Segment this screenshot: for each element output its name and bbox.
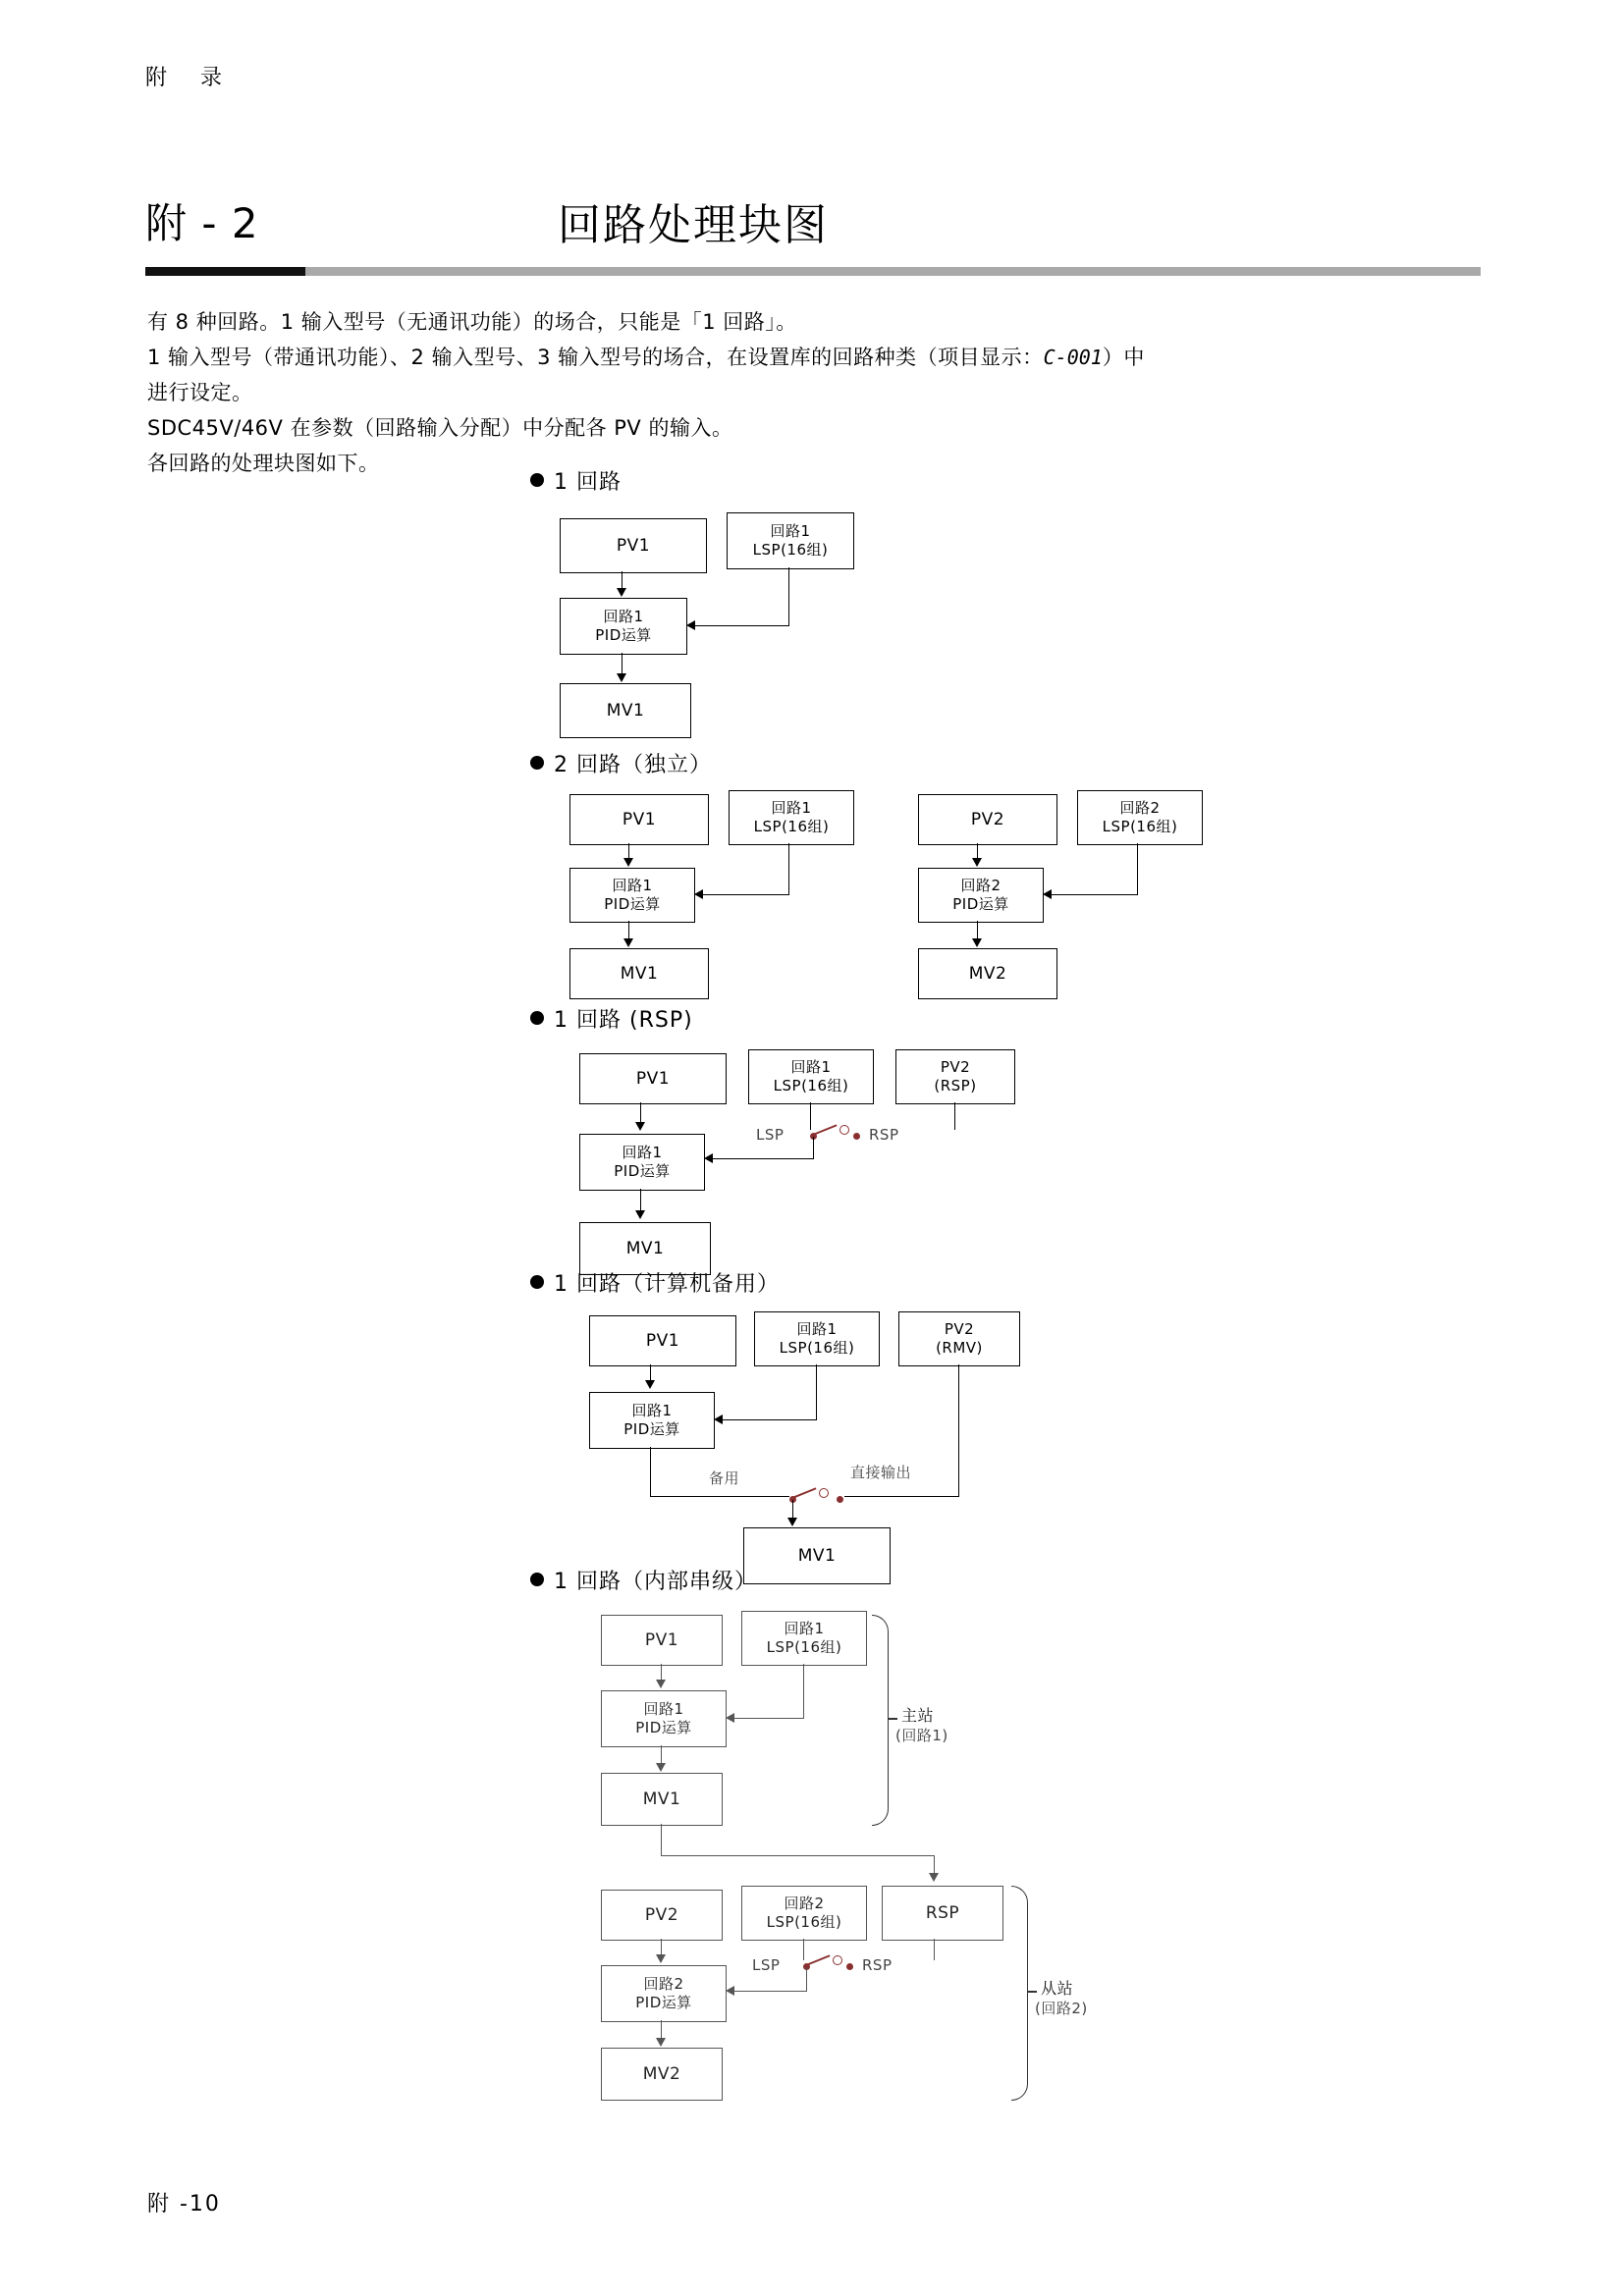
connector-pid-to-mv1-s1 (622, 653, 623, 674)
intro-line-4: SDC45V/46V 在参数（回路输入分配）中分配各 PV 的输入。 (147, 416, 733, 440)
block-label-line2: PID运算 (614, 1162, 671, 1180)
block-label: PV1 (644, 1629, 679, 1650)
block-label: MV1 (642, 1789, 681, 1809)
block-label-line1: 回路2 (643, 1975, 684, 1993)
block-label: PV2 (970, 809, 1005, 829)
intro-line-2 (147, 340, 1502, 375)
intro-text (147, 304, 1502, 481)
block-label-line1: 回路1 (784, 1620, 825, 1637)
section-title-row (145, 191, 1481, 260)
label-slave-station: 从站 (1041, 1979, 1074, 1998)
block-label-line1: 回路2 (960, 877, 1001, 894)
page-footer-label: 附 -10 (147, 2192, 221, 2216)
block-loop1-lsp-s5 (741, 1611, 867, 1666)
bullet-dot-icon (530, 1011, 544, 1025)
block-rsp-s5 (882, 1886, 1003, 1941)
block-label-line2: (RSP) (934, 1077, 977, 1095)
block-pv1-s2 (569, 794, 709, 845)
block-label: PV1 (645, 1330, 680, 1351)
connector-lsp-to-pid-s5 (734, 1718, 804, 1719)
block-label-line2: (RMV) (936, 1339, 983, 1357)
block-label: MV1 (797, 1545, 837, 1566)
arrow-down-icon (645, 1380, 655, 1389)
block-loop1-pid-s1 (560, 598, 687, 655)
switch-lever-icon (806, 1954, 831, 1966)
block-loop1-pid-s2 (569, 868, 695, 923)
section-heading-1-loop-computer-backup-label: 1 回路（计算机备用） (554, 1272, 780, 1297)
switch-terminal-right-icon (837, 1496, 843, 1503)
block-loop1-lsp-s2 (729, 790, 854, 845)
block-label-line2: PID运算 (623, 1420, 680, 1438)
arrow-down-icon (635, 1122, 645, 1131)
intro-line-2-a: 1 输入型号（带通讯功能）、2 输入型号、3 输入型号的场合，在设置库的回路种类（项目显示： (147, 346, 1044, 369)
block-loop2-pid-s5 (601, 1965, 727, 2022)
arrow-down-icon (617, 588, 626, 597)
block-loop1-pid-s5 (601, 1690, 727, 1747)
arrow-left-icon (686, 620, 695, 630)
connector-pid-to-mv1-s5 (661, 1745, 662, 1763)
connector-into-rsp-s5 (934, 1855, 935, 1873)
block-label-line2: LSP(16组) (752, 541, 829, 559)
connector-lsp-to-pid-s2 (703, 894, 789, 895)
block-pv2-rmv-s4 (898, 1311, 1020, 1366)
switch-terminal-right-icon (853, 1133, 860, 1140)
block-pv1-s3 (579, 1053, 727, 1104)
connector-lsp-down-s5 (803, 1664, 804, 1718)
arrow-down-icon (929, 1873, 939, 1882)
section-heading-1-loop (530, 465, 622, 496)
block-mv1-s5 (601, 1773, 723, 1826)
block-label-line2: LSP(16组) (1102, 818, 1178, 835)
block-pv2-s2 (918, 794, 1057, 845)
block-label-line2: LSP(16组) (773, 1077, 849, 1095)
intro-code-value: C-001 (1043, 346, 1103, 369)
block-label-line1: 回路1 (643, 1700, 684, 1718)
label-direct-output-s4: 直接输出 (850, 1464, 912, 1481)
arrow-down-icon (656, 1763, 666, 1772)
block-label-line2: PID运算 (595, 626, 652, 644)
connector-lsp-down-s4 (816, 1364, 817, 1419)
block-label-line1: 回路1 (771, 799, 812, 817)
label-rsp-s3: RSP (869, 1126, 899, 1144)
connector-pid2-to-mv2-s5 (661, 2020, 662, 2038)
block-pv1-s5 (601, 1615, 723, 1666)
block-label-line2: LSP(16组) (753, 818, 830, 835)
block-label: MV2 (642, 2063, 681, 2084)
block-label-line1: 回路1 (770, 522, 811, 540)
lsp-rsp-selector-switch[interactable] (810, 1121, 863, 1147)
block-mv1-s1 (560, 683, 691, 738)
section-heading-1-loop-internal-cascade-label: 1 回路（内部串级） (554, 1570, 757, 1594)
connector-lsp-down-s1 (788, 567, 789, 626)
arrow-down-icon (623, 858, 633, 867)
label-lsp-s3: LSP (756, 1126, 785, 1144)
label-slave-loop: (回路2) (1035, 2000, 1088, 2017)
arrow-down-icon (656, 2038, 666, 2047)
arrow-down-icon (656, 1680, 666, 1688)
connector-rsp-down-s5 (934, 1939, 935, 1960)
arrow-left-icon (714, 1415, 723, 1424)
block-pv2-s5 (601, 1890, 723, 1941)
bullet-dot-icon (530, 1275, 544, 1289)
block-label-line2: PID运算 (635, 1994, 692, 2011)
block-mv1-s2 (569, 948, 709, 999)
block-loop1-pid-s3 (579, 1134, 705, 1191)
block-label-line1: 回路1 (790, 1058, 832, 1076)
switch-pivot-icon (833, 1955, 842, 1965)
block-label-line1: PV2 (944, 1320, 975, 1338)
block-label-line1: 回路1 (631, 1402, 673, 1419)
block-label-line1: 回路1 (603, 608, 644, 625)
arrow-down-icon (656, 1954, 666, 1963)
block-label: MV1 (625, 1238, 665, 1258)
block-label-line1: 回路1 (612, 877, 653, 894)
connector-pv1-to-pid-s3 (640, 1102, 641, 1122)
block-loop1-lsp-s4 (754, 1311, 880, 1366)
block-label: PV1 (635, 1068, 671, 1089)
connector-switch-to-pid2-s5 (734, 1991, 807, 1992)
block-label: PV1 (616, 535, 651, 556)
connector-mv1-down-s5 (661, 1824, 662, 1855)
block-mv2-s2 (918, 948, 1057, 999)
connector-rmv-to-switch-s4 (844, 1496, 959, 1497)
block-loop1-lsp-s3 (748, 1049, 874, 1104)
connector-pv1-to-pid-s5 (661, 1664, 662, 1680)
section-number: 附 - 2 (145, 199, 259, 247)
connector-pv1-to-pid-s2 (628, 843, 629, 859)
section-heading-2-loop-label: 2 回路（独立） (554, 753, 712, 777)
block-label-line1: 回路2 (784, 1895, 825, 1912)
label-master-loop: (回路1) (895, 1727, 948, 1744)
connector-mv1-to-rsp-s5 (661, 1855, 934, 1856)
slave-lsp-rsp-selector-switch[interactable] (803, 1951, 856, 1977)
block-label: MV1 (620, 963, 659, 984)
bullet-dot-icon (530, 756, 544, 770)
block-label: RSP (925, 1902, 960, 1923)
connector-switch-down-s3 (813, 1137, 814, 1158)
label-rsp-s5: RSP (862, 1956, 893, 1974)
section-heading-1-loop-internal-cascade (530, 1565, 757, 1595)
section-heading-1-loop-label: 1 回路 (554, 470, 622, 495)
slave-brace-tip (1027, 1991, 1037, 1993)
connector-lsp-to-pid-s1 (695, 625, 789, 626)
connector-rsp-down-s3 (954, 1102, 955, 1130)
arrow-down-icon (623, 938, 633, 947)
intro-line-3: 进行设定。 (147, 381, 253, 404)
block-pv2-rsp-s3 (895, 1049, 1015, 1104)
block-label-line1: 回路1 (796, 1320, 838, 1338)
connector-lsp2-to-pid-s2 (1052, 894, 1138, 895)
block-loop1-pid-s4 (589, 1392, 715, 1449)
connector-pid-to-mv1-s2 (628, 921, 629, 938)
master-brace-tip (888, 1718, 897, 1720)
section-heading-2-loop-independent (530, 748, 712, 778)
arrow-left-icon (1043, 889, 1052, 899)
connector-pv1-to-pid-s1 (622, 571, 623, 589)
bullet-dot-icon (530, 1573, 544, 1586)
block-pv1-s4 (589, 1315, 736, 1366)
block-label: PV2 (644, 1904, 679, 1925)
connector-switch-down-s5 (806, 1967, 807, 1991)
block-loop2-pid-s2 (918, 868, 1044, 923)
arrow-left-icon (704, 1153, 713, 1163)
connector-pid-to-switch-s4 (650, 1496, 789, 1497)
switch-lever-icon (792, 1487, 817, 1499)
block-label-line1: 回路2 (1119, 799, 1161, 817)
intro-line-1: 有 8 种回路。1 输入型号（无通讯功能）的场合，只能是「1 回路」。 (147, 310, 797, 334)
block-pv1-s1 (560, 518, 707, 573)
switch-pivot-icon (819, 1488, 829, 1498)
label-lsp-s5: LSP (752, 1956, 781, 1974)
connector-lsp-to-pid-s4 (723, 1419, 817, 1420)
section-heading-1-loop-computer-backup (530, 1267, 780, 1298)
block-label-line2: LSP(16组) (766, 1913, 842, 1931)
block-label-line1: 回路1 (622, 1144, 663, 1161)
connector-pid2-to-mv2-s2 (977, 921, 978, 938)
block-label: MV1 (606, 700, 645, 721)
block-label-line2: PID运算 (952, 895, 1009, 913)
block-label-line1: PV2 (940, 1058, 971, 1076)
title-underline-bar (145, 267, 1481, 276)
arrow-down-icon (972, 938, 982, 947)
arrow-down-icon (635, 1210, 645, 1219)
backup-direct-selector-switch[interactable] (789, 1484, 842, 1510)
connector-switch-to-mv1-s4 (792, 1500, 793, 1518)
arrow-left-icon (726, 1986, 734, 1996)
connector-lsp-down-s2 (788, 843, 789, 894)
switch-pivot-icon (839, 1125, 849, 1135)
block-label-line2: LSP(16组) (766, 1638, 842, 1656)
connector-pv2-to-pid-s2 (977, 843, 978, 859)
arrow-down-icon (972, 858, 982, 867)
switch-terminal-right-icon (846, 1963, 853, 1970)
arrow-down-icon (617, 673, 626, 682)
arrow-down-icon (787, 1518, 797, 1526)
block-mv2-s5 (601, 2048, 723, 2101)
connector-pid-to-mv1-s3 (640, 1189, 641, 1210)
block-label-line2: PID运算 (604, 895, 661, 913)
connector-pid-down-s4 (650, 1447, 651, 1496)
page-title: 回路处理块图 (558, 200, 829, 250)
block-label-line2: PID运算 (635, 1719, 692, 1736)
intro-line-2-b: ）中 (1102, 346, 1145, 369)
slave-brace (1011, 1886, 1028, 2101)
bullet-dot-icon (530, 473, 544, 487)
intro-line-5: 各回路的处理块图如下。 (147, 452, 380, 475)
arrow-left-icon (726, 1713, 734, 1723)
block-label: MV2 (968, 963, 1007, 984)
section-heading-1-loop-rsp-label: 1 回路 (RSP) (554, 1008, 693, 1033)
connector-pv2-to-pid-s5 (661, 1939, 662, 1954)
block-loop2-lsp-s2 (1077, 790, 1203, 845)
block-loop2-lsp-s5 (741, 1886, 867, 1941)
connector-lsp2-down-s2 (1137, 843, 1138, 894)
block-label: PV1 (622, 809, 657, 829)
switch-lever-icon (813, 1124, 838, 1136)
arrow-left-icon (694, 889, 703, 899)
master-brace (872, 1615, 889, 1826)
page-header-label: 附 录 (145, 66, 229, 90)
block-loop1-lsp-s1 (727, 512, 854, 569)
section-heading-1-loop-rsp (530, 1003, 693, 1034)
label-master-station: 主站 (901, 1706, 935, 1725)
block-label-line2: LSP(16组) (779, 1339, 855, 1357)
label-standby-s4: 备用 (709, 1469, 740, 1487)
connector-switch-to-pid-s3 (713, 1158, 814, 1159)
connector-rmv-down-s4 (958, 1364, 959, 1496)
block-mv1-s4 (743, 1527, 891, 1584)
